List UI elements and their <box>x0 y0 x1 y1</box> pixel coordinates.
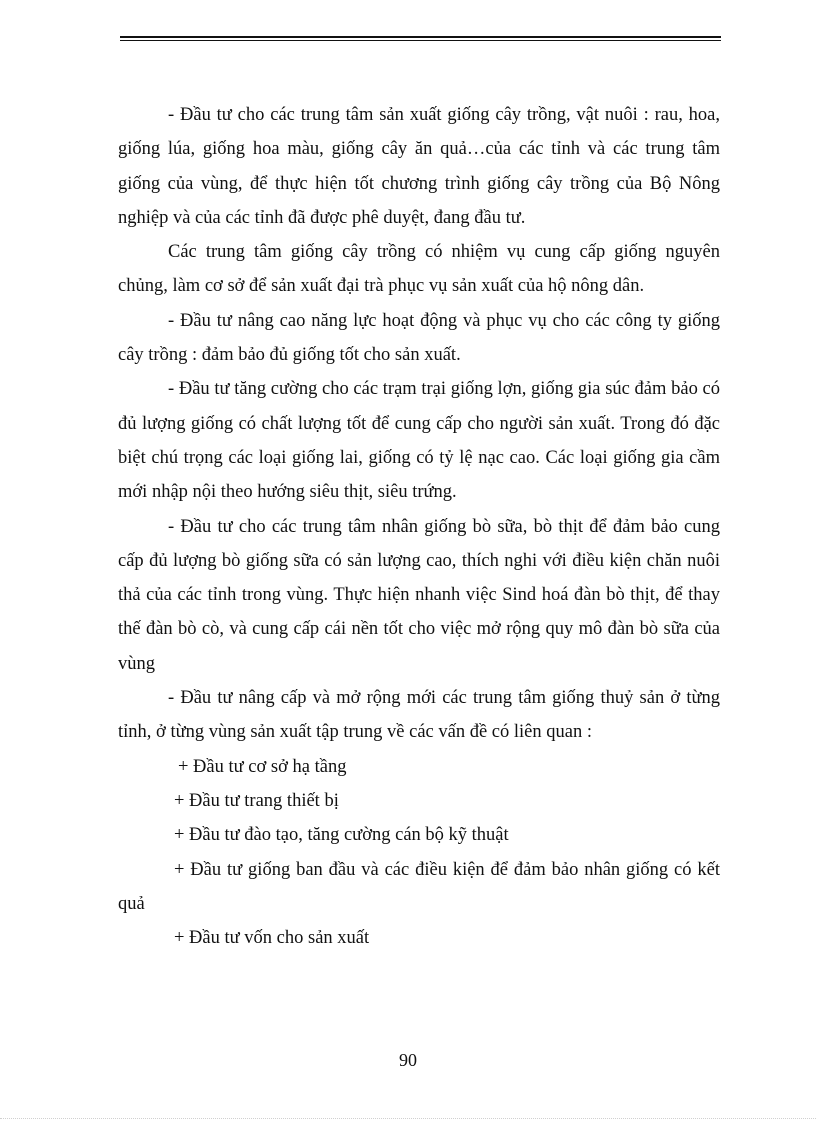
paragraph-cattle-centers: - Đầu tư cho các trung tâm nhân giống bò sữa, bò thịt để đảm bảo cung cấp đủ lượng bò giống sữa có sản lượng cao, thích nghi với điều kiện chăn nuôi thả của các tỉnh trong vùng. Thực hiện nhanh việc Sind hoá đàn bò thịt, để thay thế đàn bò cò, và cung cấp cái nền tốt cho việc mở rộng quy mô đàn bò sữa của vùng <box>118 516 720 674</box>
paragraph-aquaculture-centers: - Đầu tư nâng cấp và mở rộng mới các trung tâm giống thuỷ sản ở từng tỉnh, ở từng vùng sản xuất tập trung về các vấn đề có liên quan : <box>118 688 720 743</box>
page-body <box>118 98 720 955</box>
paragraph-seed-centers: - Đầu tư cho các trung tâm sản xuất giống cây trồng, vật nuôi : rau, hoa, giống lúa, giống hoa màu, giống cây ăn quả…của các tỉnh và các trung tâm giống của vùng, để thực hiện tốt chương trình giống cây trồng của Bộ Nông nghiệp và của các tỉnh đã được phê duyệt, đang đầu tư. <box>118 105 720 228</box>
sub-item-training: + Đầu tư đào tạo, tăng cường cán bộ kỹ thuật <box>174 825 509 846</box>
sub-item-capital: + Đầu tư vốn cho sản xuất <box>174 928 370 949</box>
bottom-border <box>0 1118 816 1119</box>
paragraph-seed-companies: - Đầu tư nâng cao năng lực hoạt động và phục vụ cho các công ty giống cây trồng : đảm bảo đủ giống tốt cho sản xuất. <box>118 310 720 366</box>
header-rule-thick <box>120 36 721 38</box>
page-number: 90 <box>399 1050 417 1070</box>
paragraph-livestock-stations: - Đầu tư tăng cường cho các trạm trại giống lợn, giống gia súc đảm bảo có đủ lượng giống có chất lượng tốt để cung cấp cho người sản xuất. Trong đó đặc biệt chú trọng các loại giống lai, giống có tỷ lệ nạc cao. Các loại giống gia cầm mới nhập nội theo hướng siêu thịt, siêu trứng. <box>118 379 720 503</box>
header-rule-thin <box>120 40 721 41</box>
sub-item-initial-seed: + Đầu tư giống ban đầu và các điều kiện để đảm bảo nhân giống có kết quả <box>118 859 720 914</box>
sub-item-infrastructure: + Đầu tư cơ sở hạ tầng <box>178 756 347 777</box>
paragraph-seed-center-duties: Các trung tâm giống cây trồng có nhiệm vụ cung cấp giống nguyên chủng, làm cơ sở để sản xuất đại trà phục vụ sản xuất của hộ nông dân. <box>118 242 720 297</box>
sub-item-equipment: + Đầu tư trang thiết bị <box>174 790 339 811</box>
